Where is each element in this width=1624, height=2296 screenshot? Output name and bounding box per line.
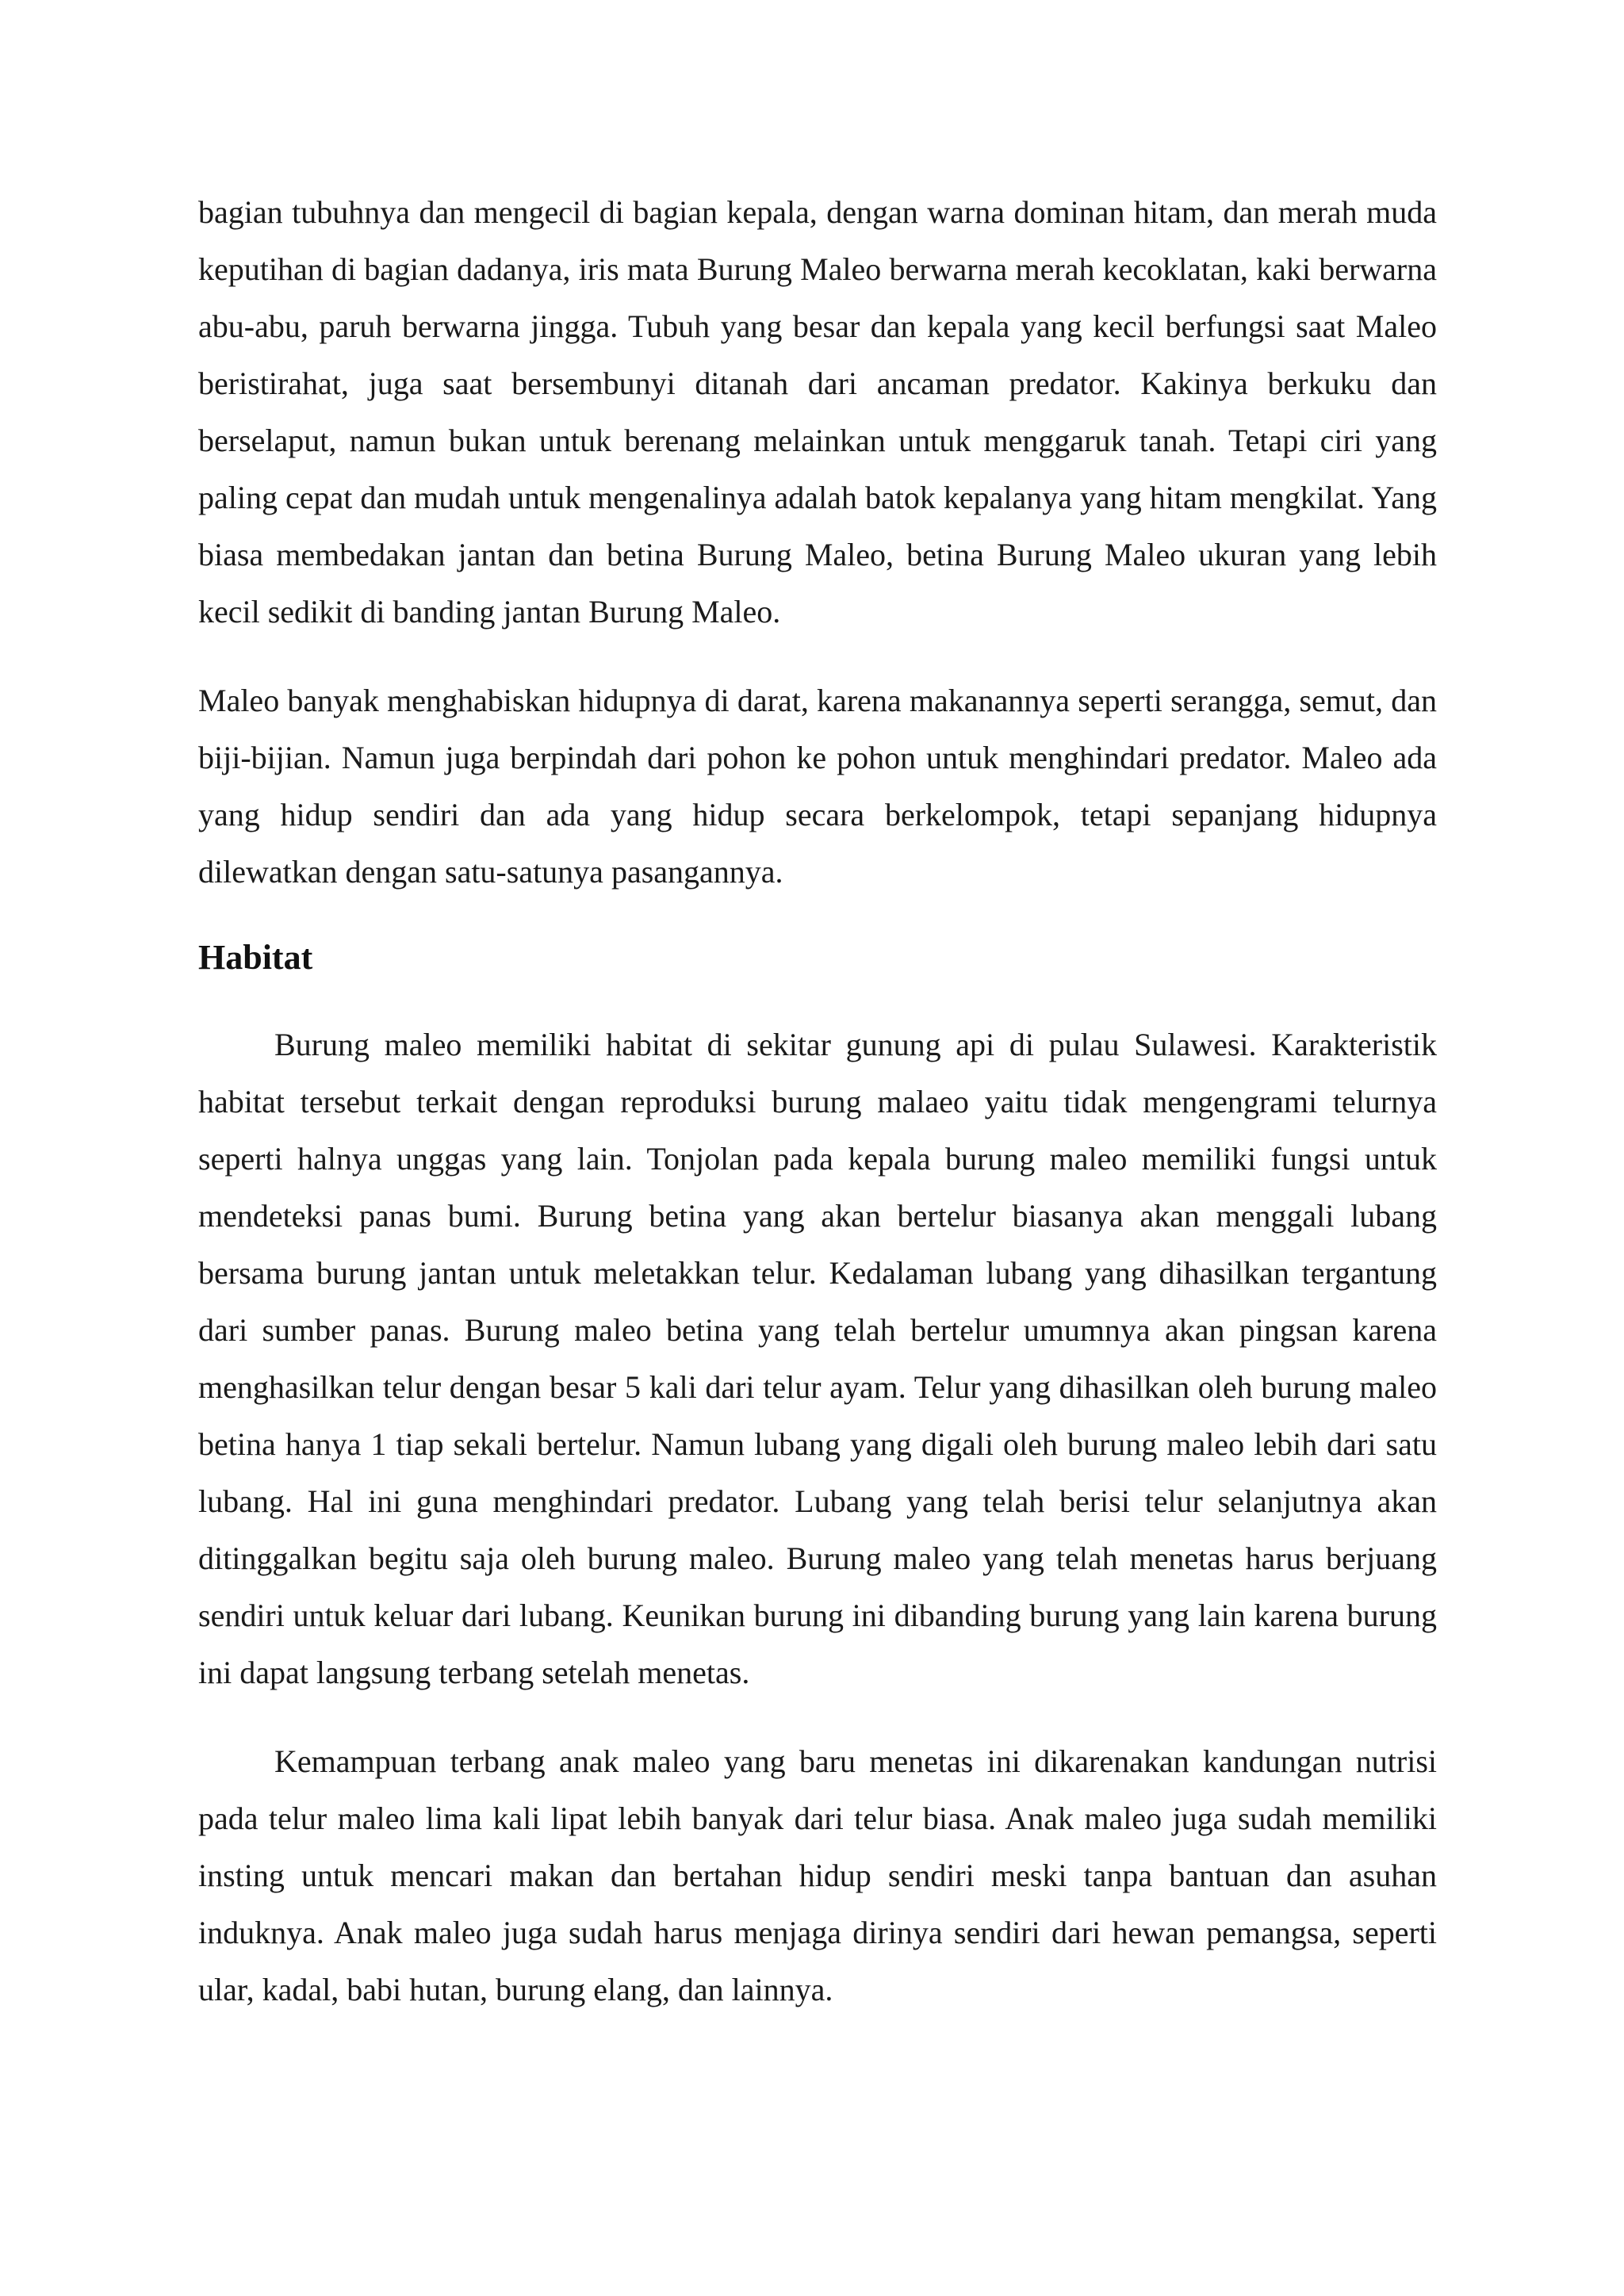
habitat-heading: Habitat: [198, 938, 313, 977]
habitat-paragraph-2: Kemampuan terbang anak maleo yang baru menetas ini dikarenakan kandungan nutrisi pada telur maleo lima kali lipat lebih banyak dari telur biasa. Anak maleo juga sudah memiliki insting untuk mencari makan dan bertahan hidup sendiri meski tanpa bantuan dan asuhan induknya. Anak maleo juga sudah harus menjaga dirinya sendiri dari hewan pemangsa, seperti ular, kadal, babi hutan, burung elang, dan lainnya.: [198, 1743, 1437, 2007]
habitat-paragraph-1: Burung maleo memiliki habitat di sekitar gunung api di pulau Sulawesi. Karakteristik habitat tersebut terkait dengan reproduksi burung malaeo yaitu tidak mengengrami telurnya seperti halnya unggas yang lain. Tonjolan pada kepala burung maleo memiliki fungsi untuk mendeteksi panas bumi. Burung betina yang akan bertelur biasanya akan menggali lubang bersama burung jantan untuk meletakkan telur. Kedalaman lubang yang dihasilkan tergantung dari sumber panas. Burung maleo betina yang telah bertelur umumnya akan pingsan karena menghasilkan telur dengan besar 5 kali dari telur ayam. Telur yang dihasilkan oleh burung maleo betina hanya 1 tiap sekali bertelur. Namun lubang yang digali oleh burung maleo lebih dari satu lubang. Hal ini guna menghindari predator. Lubang yang telah berisi telur selanjutnya akan ditinggalkan begitu saja oleh burung maleo. Burung maleo yang telah menetas harus berjuang sendiri untuk keluar dari lubang. Keunikan burung ini dibanding burung yang lain karena burung ini dapat langsung terbang setelah menetas.: [198, 1027, 1437, 1690]
intro-paragraph-1: bagian tubuhnya dan mengecil di bagian kepala, dengan warna dominan hitam, dan merah muda keputihan di bagian dadanya, iris mata Burung Maleo berwarna merah kecoklatan, kaki berwarna abu-abu, paruh berwarna jingga. Tubuh yang besar dan kepala yang kecil berfungsi saat Maleo beristirahat, juga saat bersembunyi ditanah dari ancaman predator. Kakinya berkuku dan berselaput, namun bukan untuk berenang melainkan untuk menggaruk tanah. Tetapi ciri yang paling cepat dan mudah untuk mengenalinya adalah batok kepalanya yang hitam mengkilat. Yang biasa membedakan jantan dan betina Burung Maleo, betina Burung Maleo ukuran yang lebih kecil sedikit di banding jantan Burung Maleo.: [198, 194, 1437, 629]
intro-paragraph-2: Maleo banyak menghabiskan hidupnya di darat, karena makanannya seperti serangga, semut, dan biji-bijian. Namun juga berpindah dari pohon ke pohon untuk menghindari predator. Maleo ada yang hidup sendiri dan ada yang hidup secara berkelompok, tetapi sepanjang hidupnya dilewatkan dengan satu-satunya pasangannya.: [198, 683, 1437, 890]
document-body: [198, 184, 1437, 2019]
